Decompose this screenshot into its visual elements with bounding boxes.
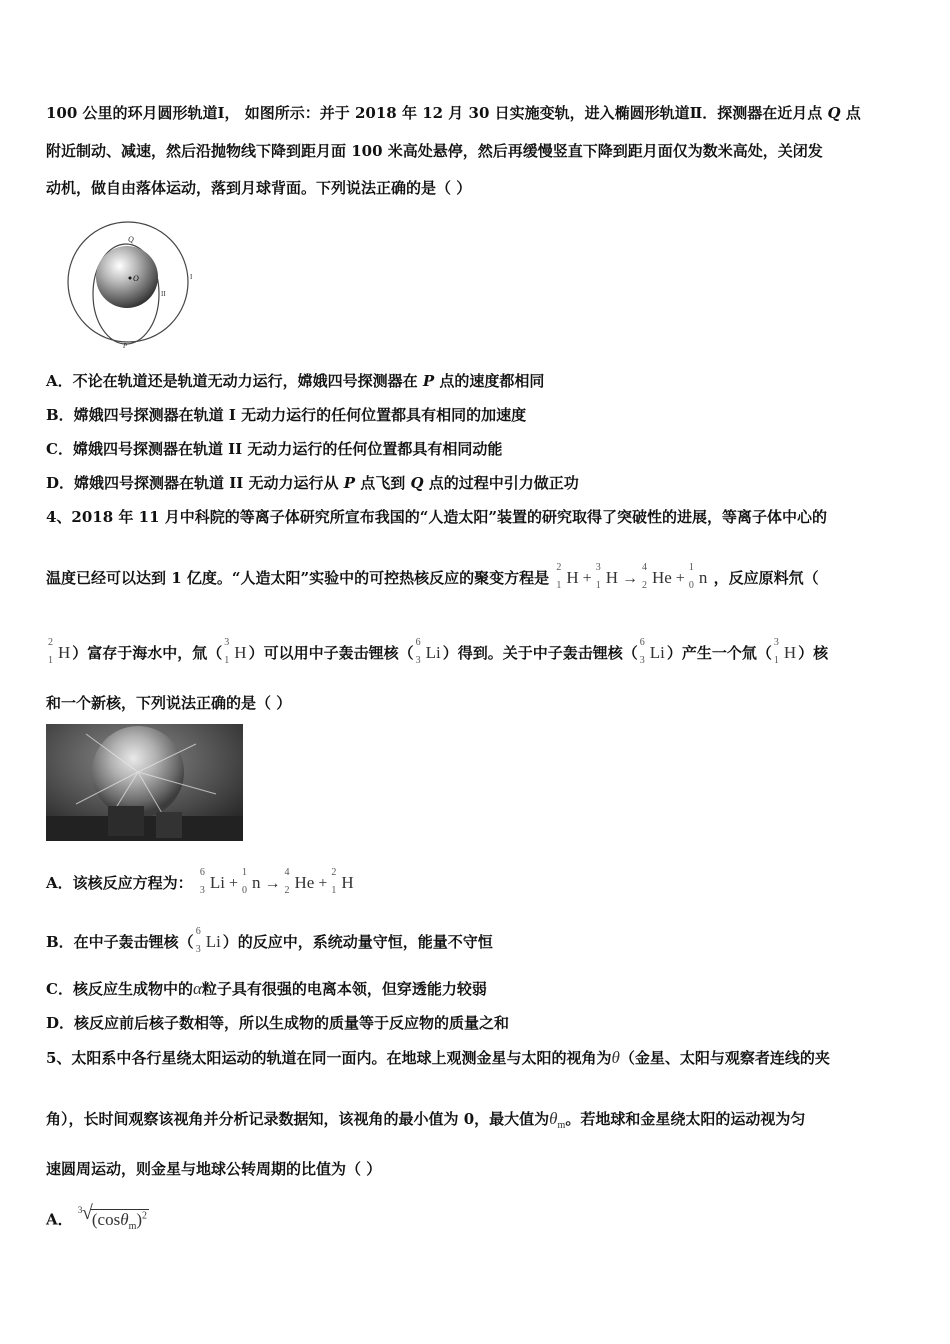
q4-stem-line-1: 4、2018 年 11 月中科院的等离子体研究所宣布我国的“人造太阳”装置的研究取得了突破性的进展，等离子体中心的 <box>46 508 827 526</box>
plasma-photo <box>46 724 243 841</box>
q3-stem-line-1: 100 公里的环月圆形轨道Ⅰ， 如图所示：并于 2018 年 12 月 30 日实施变轨，进入椭圆形轨道Ⅱ．探测器在近月点 Q 点 <box>46 104 861 122</box>
q5-stem-line-1: 5、太阳系中各行星绕太阳运动的轨道在同一面内。在地球上观测金星与太阳的视角为θ（金星、太阳与观察者连线的夹 <box>46 1048 830 1067</box>
label-orbit-ii: II <box>161 290 166 298</box>
q4-option-b[interactable]: B．在中子轰击锂核（ 6 3 Li ）的反应中，系统动量守恒，能量不守恒 <box>46 926 493 955</box>
q5-stem-line-2: 角），长时间观察该视角并分析记录数据知，该视角的最小值为 0，最大值为$\theta_m$。若地球和金星绕太阳的运动视为匀 <box>46 1109 806 1131</box>
q3-stem-line-3: 动机，做自由落体运动，落到月球背面。下列说法正确的是（ ） <box>46 179 472 197</box>
plasma-ball-image <box>46 724 243 841</box>
label-o: O <box>133 274 139 283</box>
orbit-figure <box>62 218 200 350</box>
cube-root-expression: 3 √ $(\cos\theta_m)^2$ <box>77 1202 148 1232</box>
q4-option-c[interactable]: C．核反应生成物中的α粒子具有很强的电离本领，但穿透能力较弱 <box>46 979 487 998</box>
q4-option-a[interactable]: A．该核反应方程为： 6 3 Li + 1 0 n → 4 2 He + 2 1 H <box>46 867 354 896</box>
q5-option-a[interactable]: A． 3 √ $(\cos\theta_m)^2$ <box>46 1206 904 1237</box>
q4-stem-line-3: 2 1 H ）富存于海水中，氚（ 3 1 H ）可以用中子轰击锂核（ 6 3 Li ）得到。关于中子轰击锂核（ 6 3 Li ）产生一个氚（ 3 1 H ）核 <box>48 637 829 666</box>
moon-center-dot <box>129 277 132 280</box>
orbit-diagram <box>62 218 200 350</box>
q3-option-c[interactable]: C．嫦娥四号探测器在轨道 II 无动力运行的任何位置都具有相同动能 <box>46 440 503 458</box>
q3-stem-line-2: 附近制动、减速，然后沿抛物线下降到距月面 100 米高处悬停，然后再缓慢竖直下降到距月面仅为数米高处，关闭发 <box>46 142 823 160</box>
label-orbit-i: I <box>190 273 193 281</box>
label-q: Q <box>128 235 134 244</box>
q3-option-b[interactable]: B．嫦娥四号探测器在轨道 I 无动力运行的任何位置都具有相同的加速度 <box>46 406 527 424</box>
moon-sphere <box>96 246 158 308</box>
q3-option-a[interactable]: A．不论在轨道还是轨道无动力运行，嫦娥四号探测器在 P 点的速度都相同 <box>46 372 545 390</box>
fusion-equation: 2 1 H + 3 1 H → 4 2 He + 1 0 n <box>556 562 708 591</box>
q4-stem-line-4: 和一个新核，下列说法正确的是（ ） <box>46 694 292 712</box>
q4-stem-line-2: 温度已经可以达到 1 亿度。“人造太阳”实验中的可控热核反应的聚变方程是 2 1 H + 3 1 H → 4 2 He + 1 0 n ，反应原料氘（ <box>46 562 819 591</box>
q5-stem-line-3: 速圆周运动，则金星与地球公转周期的比值为（ ） <box>46 1160 382 1178</box>
q4-option-d[interactable]: D．核反应前后核子数相等，所以生成物的质量等于反应物的质量之和 <box>46 1014 510 1032</box>
label-p: P <box>123 342 128 350</box>
q3-option-d[interactable]: D．嫦娥四号探测器在轨道 II 无动力运行从 P 点飞到 Q 点的过程中引力做正功 <box>46 474 579 492</box>
